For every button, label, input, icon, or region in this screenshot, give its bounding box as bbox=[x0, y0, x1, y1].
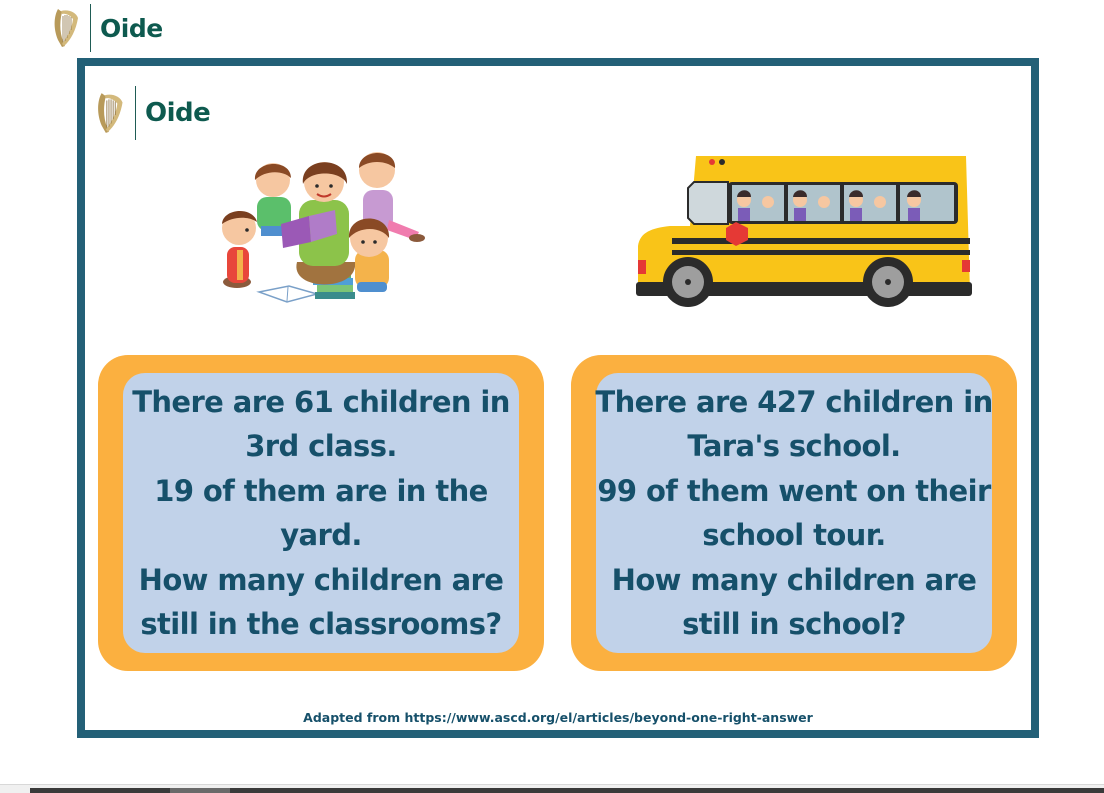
source-attribution: Adapted from https://www.ascd.org/el/articles/beyond-one-right-answer bbox=[303, 710, 813, 725]
slide-brand-name: Oide bbox=[145, 98, 211, 128]
brand-name: Oide bbox=[100, 13, 163, 43]
question-line: How many children are bbox=[138, 562, 504, 597]
question-card-classrooms bbox=[98, 355, 544, 671]
question-line: school tour. bbox=[702, 518, 886, 552]
question-line: still in the classrooms? bbox=[140, 607, 502, 641]
question-line: 3rd class. bbox=[245, 429, 397, 463]
brand-divider bbox=[90, 4, 91, 52]
horizontal-scrollbar[interactable] bbox=[0, 784, 1104, 793]
question-line: 19 of them are in the bbox=[154, 473, 488, 508]
slide-frame bbox=[77, 58, 1039, 738]
question-line: There are 427 children in bbox=[595, 384, 993, 419]
question-card-inner bbox=[596, 373, 992, 653]
harp-logo-icon bbox=[52, 6, 80, 50]
oide-header-logo bbox=[52, 4, 163, 52]
question-card-school-tour bbox=[571, 355, 1017, 671]
school-bus-illustration bbox=[628, 142, 978, 327]
question-line: How many children are bbox=[611, 562, 977, 597]
slide-logo bbox=[95, 84, 210, 142]
scrollbar-thumb[interactable] bbox=[170, 788, 230, 793]
question-line: 99 of them went on their bbox=[597, 473, 991, 508]
question-line: There are 61 children in bbox=[132, 384, 510, 419]
question-card-inner bbox=[123, 373, 519, 653]
brand-divider bbox=[135, 86, 136, 140]
question-line: yard. bbox=[280, 518, 362, 552]
harp-logo-icon bbox=[95, 90, 125, 136]
children-reading-illustration bbox=[209, 142, 429, 322]
question-line: Tara's school. bbox=[687, 429, 901, 463]
question-line: still in school? bbox=[682, 607, 906, 641]
